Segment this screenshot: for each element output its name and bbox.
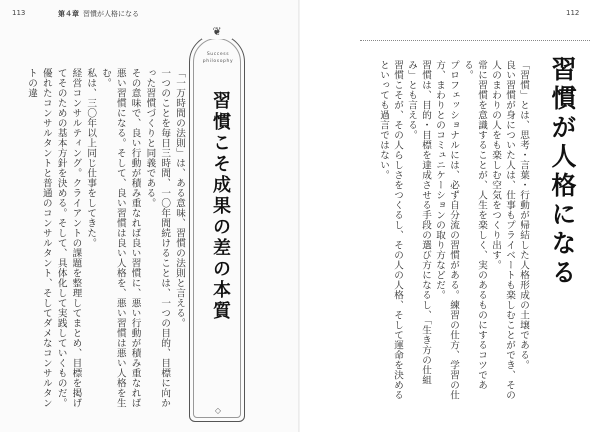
right-paragraph: 良い習慣が身についた人は、仕事もプライベートも楽しむことができ、その人のまわりの人をも楽しむ空気をつくり出す。 <box>490 60 515 400</box>
right-page-number: 112 <box>566 9 580 17</box>
left-paragraph: 私は、三〇年以上同じ仕事をしてきた。 <box>85 68 97 248</box>
page-title: 習慣が人格になる <box>548 56 577 288</box>
section-frame <box>189 25 245 422</box>
right-paragraph: 「習慣」とは、思考・言葉・行動が帰結した人格形成の土壌である。 <box>518 60 529 370</box>
chapter-label: 第４章 <box>58 10 79 18</box>
right-paragraph: 常に習慣を意識することが、人生を楽しく、実のあるものにするコツである。 <box>462 60 487 390</box>
left-body-text <box>8 68 186 408</box>
right-paragraph: プロフェッショナルには、必ず自分流の習慣がある。練習の仕方、学習の仕方、まわりとのコミュニケーションの取り方などだ。 <box>434 60 459 400</box>
frame-label-philosophy: philosophy <box>202 59 234 64</box>
right-body-text <box>360 60 530 400</box>
diamond-ornament-icon: ◇ <box>214 406 222 415</box>
left-paragraph: 一つのことを毎日三時間、一〇年間続けることは、一つの目的、目標に向かった習慣づくりと同義である。 <box>144 68 171 408</box>
chapter-header <box>58 9 139 19</box>
left-paragraph: 経営コンサルティング。クライアントの課題を整理してまとめ、目標を掲げてそのための基本方針を決める。そして、具体化して実践していくものだ。 <box>55 68 82 408</box>
left-paragraph: 優れたコンサルタントと普通のコンサルタント、そしてダメなコンサルタントの違 <box>26 68 52 408</box>
section-title: 習慣こそ成果の差の本質 <box>210 91 231 322</box>
frame-label <box>190 51 246 65</box>
right-paragraph: 習慣こそが、その人らしさをつくるし、その人の人格、そして運命を決めるといっても過言ではない。 <box>378 60 403 400</box>
chapter-title: 習慣が人格になる <box>83 10 139 18</box>
flourish-ornament-icon: ❦ <box>202 25 232 39</box>
frame-label-success: Success <box>206 52 230 57</box>
dotted-divider <box>360 40 590 41</box>
left-paragraph: その意味で、良い行動が積み重なれば良い習慣に、悪い行動が積み重なれば悪い習慣になる。そして、良い習慣は良い人格を、悪い習慣は悪い人格を生む。 <box>100 68 141 408</box>
right-paragraph: 習慣は、目的・目標を達成させる手段の選び方になるし、「生き方の仕組み」とも言える。 <box>406 60 431 386</box>
left-paragraph: 「一万時間の法則」は、ある意味、習慣の法則と言える。 <box>174 68 185 328</box>
left-page-number: 113 <box>12 9 26 17</box>
